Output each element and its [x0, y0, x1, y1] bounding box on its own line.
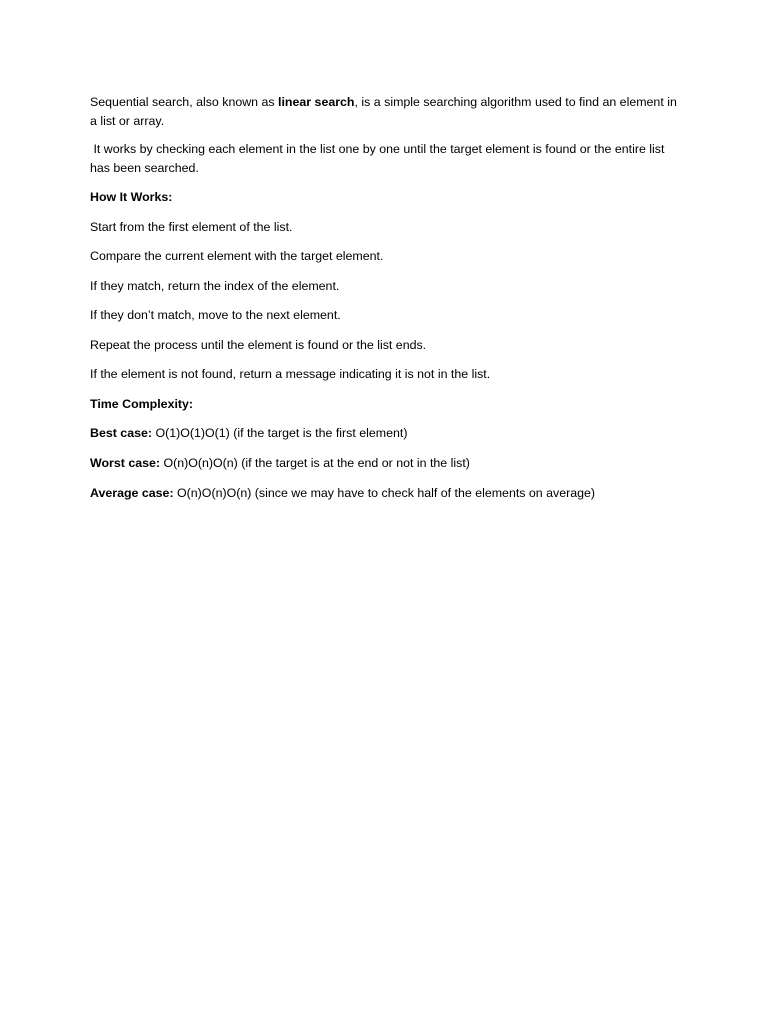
intro-bold-term: linear search [278, 95, 355, 109]
step-4: If they don’t match, move to the next element. [90, 308, 341, 322]
worst-case-line [90, 454, 680, 473]
intro-text-start: Sequential search, also known as [90, 95, 279, 109]
step-3: If they match, return the index of the element. [90, 278, 340, 293]
time-complexity-heading: Time Complexity: [90, 396, 194, 411]
intro-paragraph [90, 93, 680, 130]
average-case-label: Average case: [90, 486, 174, 500]
worst-case-text: O(n)O(n)O(n) (if the target is at the end or not in the list) [160, 456, 470, 470]
step-5: Repeat the process until the element is found or the list ends. [90, 337, 427, 352]
step-6: If the element is not found, return a message indicating it is not in the list. [90, 367, 491, 381]
best-case-line [90, 424, 680, 443]
average-case-line [90, 484, 680, 503]
worst-case-label: Worst case: [90, 456, 161, 470]
best-case-label: Best case: [90, 426, 152, 440]
how-it-works-heading: How It Works: [90, 190, 173, 204]
intro-second-paragraph: It works by checking each element in the list one by one until the target element is found or the entire list has been searched. [90, 142, 668, 175]
intro-text-end: , is a simple searching algorithm used to find an element in a list or array. [90, 95, 677, 128]
best-case-text: O(1)O(1)O(1) (if the target is the first element) [152, 426, 408, 440]
step-2: Compare the current element with the target element. [90, 249, 384, 263]
average-case-text: O(n)O(n)O(n) (since we may have to check half of the elements on average) [173, 486, 596, 500]
document-body [90, 93, 680, 514]
step-1: Start from the first element of the list. [90, 219, 293, 234]
